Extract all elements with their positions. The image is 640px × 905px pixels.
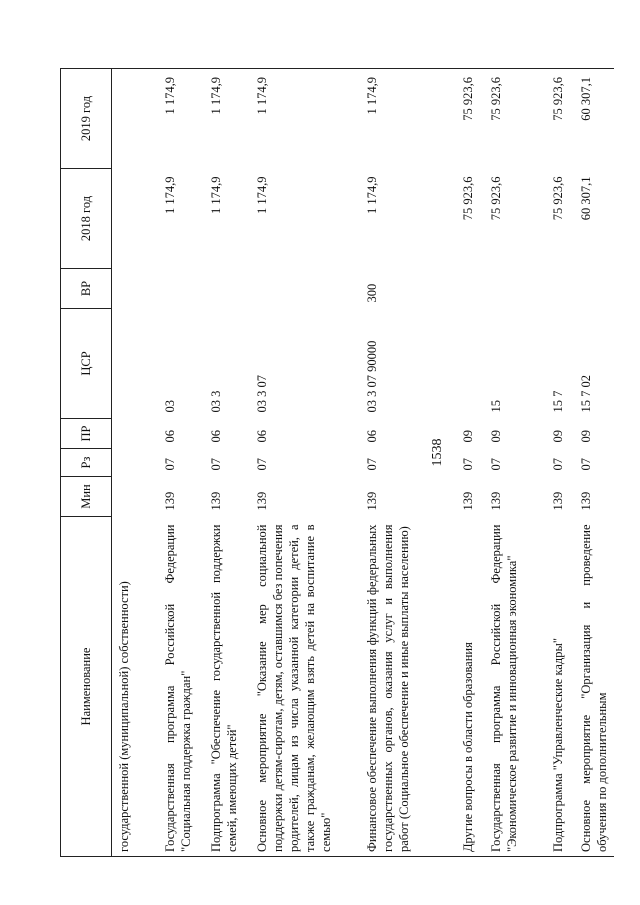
row-rz: 07 bbox=[550, 458, 565, 471]
header-min: Мин bbox=[61, 477, 112, 517]
row-2018: 75 923,6 bbox=[488, 176, 503, 221]
row-2018: 1 174,9 bbox=[208, 176, 223, 214]
row-csr: 03 3 bbox=[208, 390, 223, 413]
row-2018: 1 174,9 bbox=[254, 176, 269, 214]
row-rz: 07 bbox=[460, 458, 475, 471]
row-pr: 06 bbox=[162, 430, 177, 443]
row-2019 bbox=[112, 69, 158, 169]
table-row bbox=[360, 69, 456, 857]
row-2018: 1 174,9 bbox=[364, 176, 379, 214]
row-2019: 75 923,6 bbox=[484, 69, 546, 169]
header-2018: 2018 год bbox=[61, 169, 112, 269]
row-2019: 60 307,1 bbox=[574, 69, 614, 169]
row-pr: 09 bbox=[578, 430, 593, 443]
row-name: Подпрограмма "Обеспечение государственной поддержки семей, имеющих детей" bbox=[204, 517, 250, 857]
row-min: 139 bbox=[578, 491, 593, 511]
row-vr bbox=[484, 269, 546, 309]
row-vr bbox=[456, 269, 484, 309]
row-pr: 06 bbox=[208, 430, 223, 443]
row-name: Государственная программа Российской Федерации "Социальная поддержка граждан" bbox=[158, 517, 204, 857]
row-rz: 07 bbox=[254, 458, 269, 471]
row-name: государственной (муниципальной) собственности) bbox=[112, 517, 158, 857]
row-2018: 75 923,6 bbox=[550, 176, 565, 221]
row-csr: 15 bbox=[488, 400, 503, 413]
row-2018: 60 307,1 bbox=[578, 176, 593, 221]
row-pr: 09 bbox=[550, 430, 565, 443]
table-row bbox=[456, 69, 484, 857]
row-pr: 09 bbox=[460, 430, 475, 443]
row-csr: 15 7 02 bbox=[578, 375, 593, 413]
row-name: Подпрограмма "Управленческие кадры" bbox=[546, 517, 574, 857]
row-2019: 1 174,9 bbox=[360, 69, 456, 169]
row-min: 139 bbox=[488, 491, 503, 511]
budget-table bbox=[60, 68, 614, 857]
row-min: 139 bbox=[364, 491, 379, 511]
row-min: 139 bbox=[208, 491, 223, 511]
row-2018 bbox=[112, 169, 158, 269]
row-2019: 75 923,6 bbox=[546, 69, 574, 169]
table-row bbox=[546, 69, 574, 857]
row-vr bbox=[112, 269, 158, 309]
table-row bbox=[158, 69, 204, 857]
row-2018: 1 174,9 bbox=[162, 176, 177, 214]
row-min: 139 bbox=[550, 491, 565, 511]
row-2019: 1 174,9 bbox=[204, 69, 250, 169]
header-pr: ПР bbox=[61, 419, 112, 449]
header-vr: ВР bbox=[61, 269, 112, 309]
header-2019: 2019 год bbox=[61, 69, 112, 169]
row-rz: 07 bbox=[488, 458, 503, 471]
table-row bbox=[250, 69, 360, 857]
row-csr: 03 bbox=[162, 400, 177, 413]
table-row bbox=[484, 69, 546, 857]
row-vr bbox=[204, 269, 250, 309]
table-header-row bbox=[61, 69, 112, 857]
row-2019: 1 174,9 bbox=[250, 69, 360, 169]
row-min: 139 bbox=[460, 491, 475, 511]
row-pr bbox=[112, 419, 158, 449]
row-rz: 07 bbox=[578, 458, 593, 471]
row-csr: 03 3 07 bbox=[254, 375, 269, 413]
row-csr: 03 3 07 90000 bbox=[364, 340, 379, 413]
row-2018: 75 923,6 bbox=[460, 176, 475, 221]
page-number: 1538 bbox=[430, 438, 445, 467]
row-name: Основное мероприятие "Оказание мер социальной поддержки детям-сиротам, детям, оставшимся без попечения родителей, лицам из числа указанной категории детей, а также гражданам, желающим взять детей на воспитание в семью" bbox=[250, 517, 360, 857]
row-name: Государственная программа Российской Федерации "Экономическое развитие и инновационная экономика" bbox=[484, 517, 546, 857]
table-row bbox=[204, 69, 250, 857]
row-csr: 15 7 bbox=[550, 390, 565, 413]
row-pr: 09 bbox=[488, 430, 503, 443]
row-name: Финансовое обеспечение выполнения функций федеральных государственных органов, оказания услуг и выполнения работ (Социальное обеспечение и иные выплаты населению) bbox=[360, 517, 456, 857]
table-row bbox=[574, 69, 614, 857]
row-name: Другие вопросы в области образования bbox=[456, 517, 484, 857]
row-2019: 1 174,9 bbox=[158, 69, 204, 169]
header-rz: Рз bbox=[61, 449, 112, 477]
row-min bbox=[112, 477, 158, 517]
row-csr bbox=[112, 309, 158, 419]
row-vr bbox=[250, 269, 360, 309]
row-rz bbox=[112, 449, 158, 477]
row-vr bbox=[574, 269, 614, 309]
row-vr bbox=[158, 269, 204, 309]
header-name: Наименование bbox=[61, 517, 112, 857]
row-min: 139 bbox=[162, 491, 177, 511]
row-pr: 06 bbox=[254, 430, 269, 443]
row-name: Основное мероприятие "Организация и проведение обучения по дополнительным bbox=[574, 517, 614, 857]
row-rz: 07 bbox=[364, 458, 379, 471]
row-vr bbox=[546, 269, 574, 309]
row-csr bbox=[456, 309, 484, 419]
row-vr: 300 bbox=[364, 283, 379, 303]
row-pr: 06 bbox=[364, 430, 379, 443]
row-2019: 75 923,6 bbox=[456, 69, 484, 169]
row-rz: 07 bbox=[162, 458, 177, 471]
table-row bbox=[112, 69, 158, 857]
row-min: 139 bbox=[254, 491, 269, 511]
header-csr: ЦСР bbox=[61, 309, 112, 419]
row-rz: 07 bbox=[208, 458, 223, 471]
